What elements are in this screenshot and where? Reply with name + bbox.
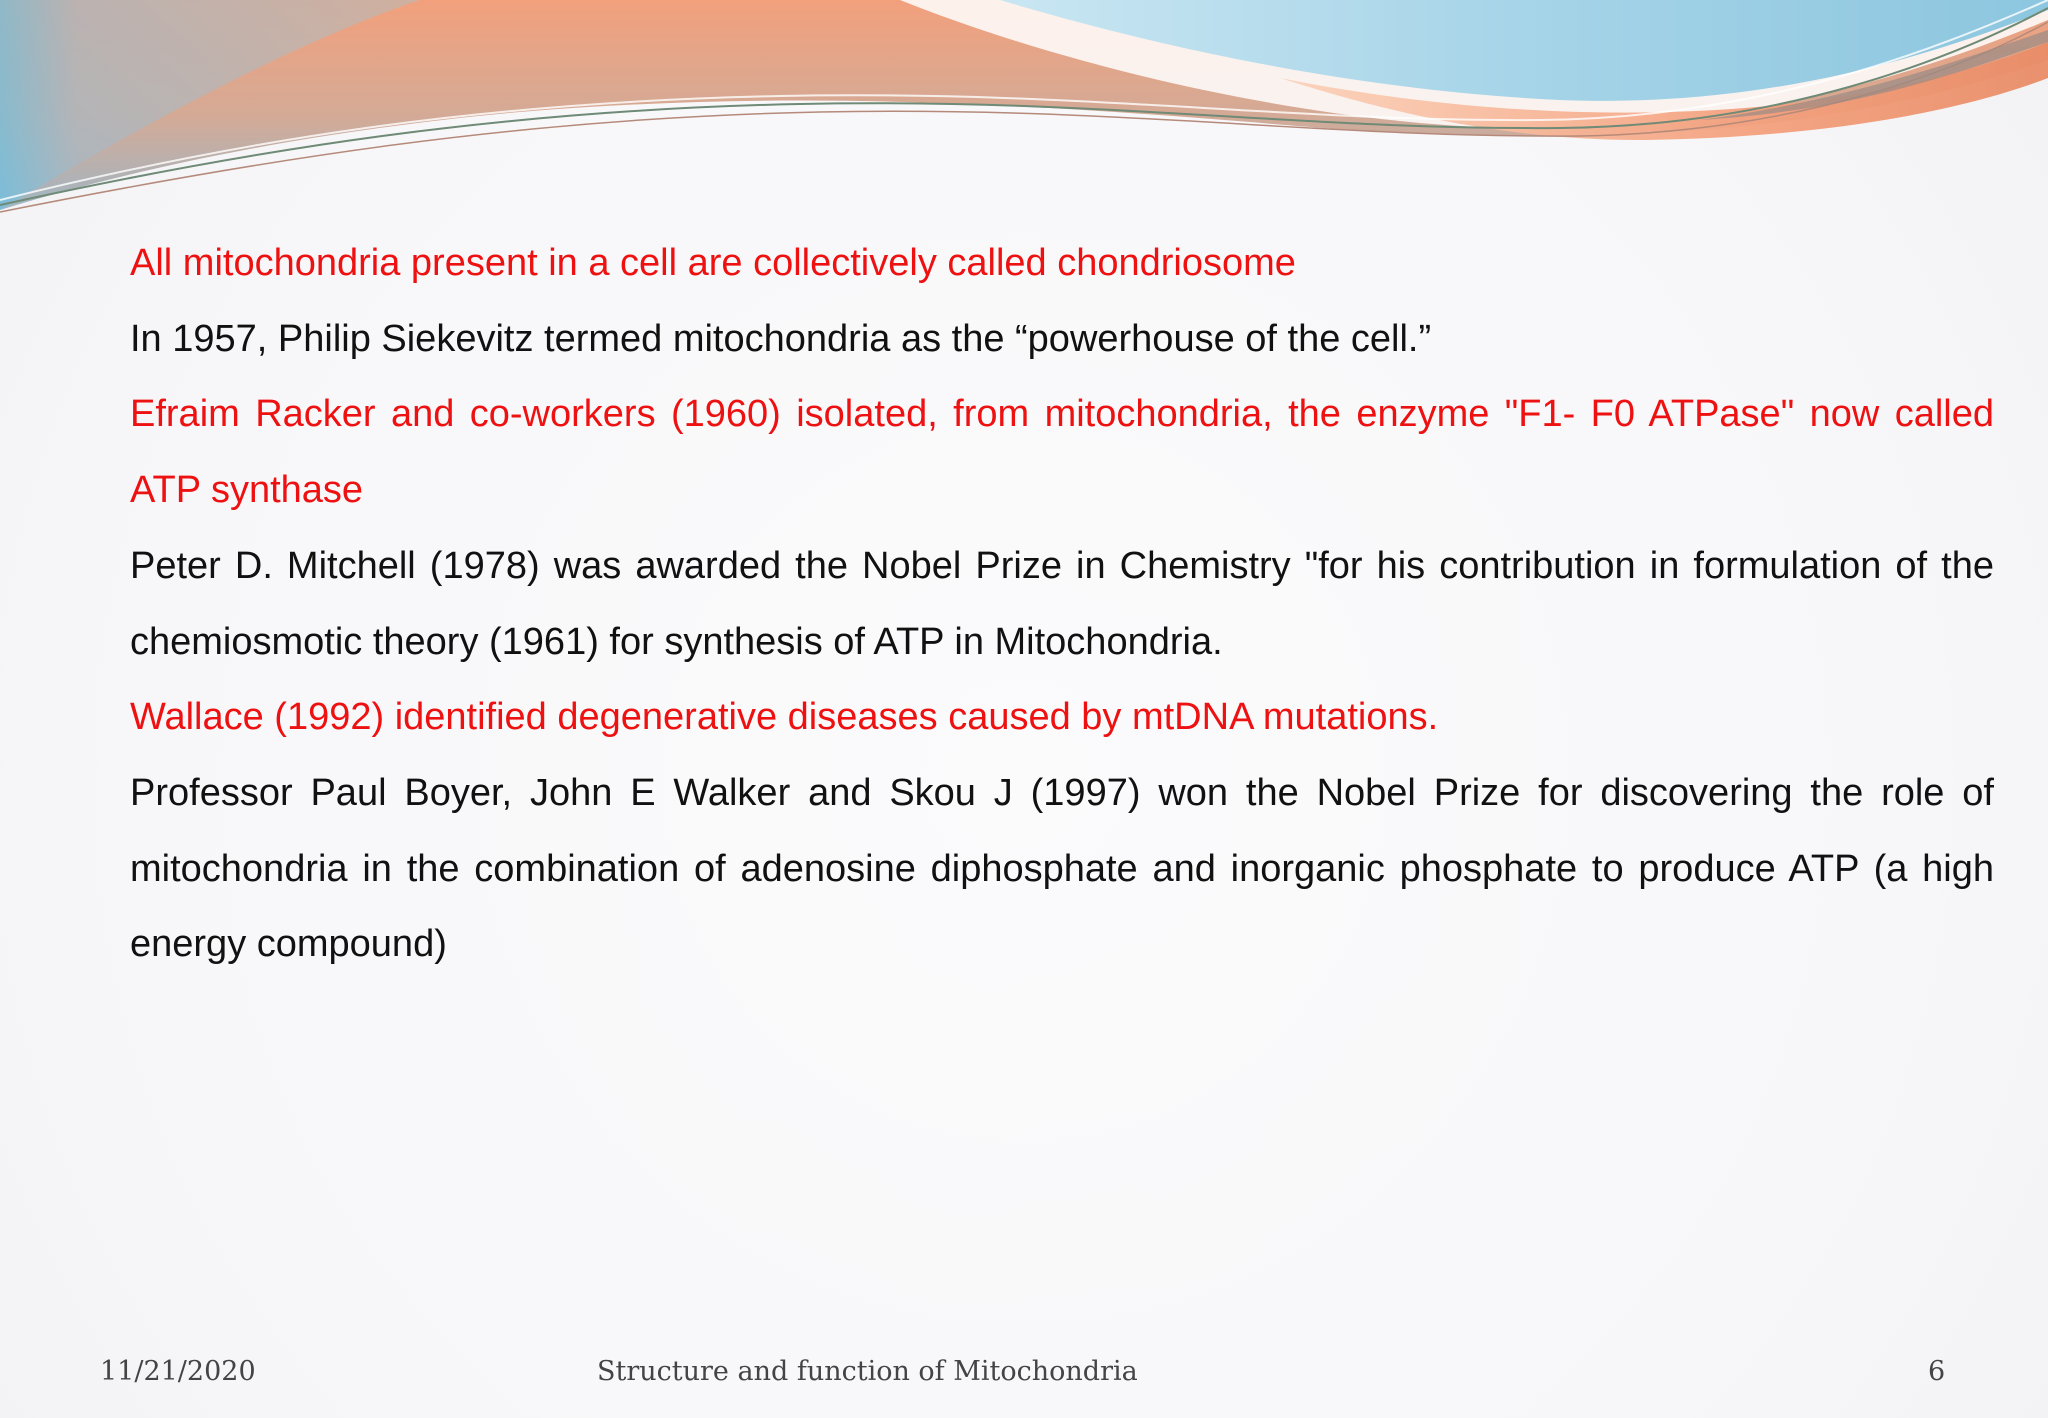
paragraph-boyer-walker-skou: Professor Paul Boyer, John E Walker and Skou J (1997) won the Nobel Prize for discovering the role of mitochondria in the combination of adenosine diphosphate and inorganic phosphate to produce ATP (a high energy compound) xyxy=(130,771,1994,966)
header-wave-decoration xyxy=(0,0,2048,230)
paragraph-mitchell: Peter D. Mitchell (1978) was awarded the Nobel Prize in Chemistry "for his contribution in formulation of the chemiosmotic theory (1961) for synthesis of ATP in Mitochondria. xyxy=(130,544,1994,663)
paragraph-chondriosome: All mitochondria present in a cell are collectively called chondriosome xyxy=(130,242,1296,284)
paragraph-powerhouse: In 1957, Philip Siekevitz termed mitochondria as the “powerhouse of the cell.” xyxy=(130,317,1432,360)
page-number: 6 xyxy=(1928,1356,1946,1387)
paragraph-atp-synthase: Efraim Racker and co-workers (1960) isolated, from mitochondria, the enzyme "F1- F0 ATPase" now called ATP synthase xyxy=(130,393,1994,512)
footer-date: 11/21/2020 xyxy=(100,1356,256,1387)
footer-title: Structure and function of Mitochondria xyxy=(597,1356,1138,1387)
slide-body xyxy=(130,226,1994,983)
paragraph-wallace: Wallace (1992) identified degenerative diseases caused by mtDNA mutations. xyxy=(130,696,1439,739)
